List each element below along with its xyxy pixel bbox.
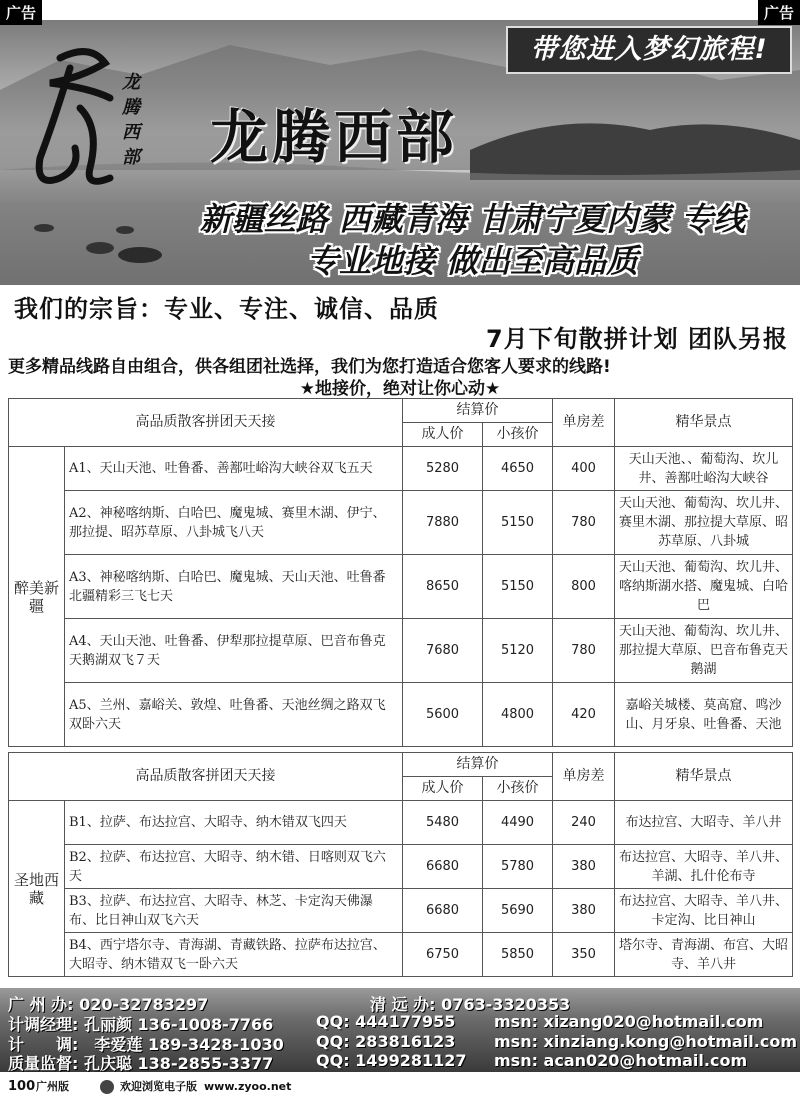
website-link[interactable]: www.zyoo.net — [204, 1080, 292, 1093]
highlights-cell: 天山天池、葡萄沟、坎儿井、那拉提大草原、巴音布鲁克天鹅湖 — [615, 619, 793, 683]
region-label: 醉美新疆 — [9, 447, 65, 747]
tibet-price-table — [8, 752, 793, 977]
child-price: 5120 — [483, 619, 553, 683]
adult-price: 6680 — [403, 845, 483, 889]
table-row — [9, 933, 793, 977]
ad-label-right: 广告 — [758, 0, 800, 25]
child-price: 5150 — [483, 491, 553, 555]
adult-price: 6750 — [403, 933, 483, 977]
edition-label: 广州版 — [36, 1080, 69, 1093]
route-cell: B4、西宁塔尔寺、青海湖、青藏铁路、拉萨布达拉宫、大昭寺、纳木错双飞一卧六天 — [65, 933, 403, 977]
highlights-cell: 布达拉宫、大昭寺、羊八井、卡定沟、比日神山 — [615, 889, 793, 933]
intro-text: 更多精品线路自由组合，供各组团社选择，我们为您打造适合您客人要求的线路! — [8, 357, 611, 377]
table-row — [9, 845, 793, 889]
publisher-logo-icon — [100, 1080, 114, 1094]
single-supplement: 380 — [553, 845, 615, 889]
highlights-cell: 嘉峪关城楼、莫高窟、鸣沙山、月牙泉、吐鲁番、天池 — [615, 683, 793, 747]
adult-price: 8650 — [403, 555, 483, 619]
company-tenet: 我们的宗旨：专业、专注、诚信、品质 — [14, 295, 439, 323]
slogan-box: 带您进入梦幻旅程! — [506, 26, 792, 74]
table-row — [9, 555, 793, 619]
route-line-1: 新疆丝路 西藏青海 甘肃宁夏内蒙 专线 — [199, 200, 746, 238]
child-price: 5850 — [483, 933, 553, 977]
route-headline — [150, 198, 795, 282]
highlights-cell: 天山天池、、葡萄沟、坎儿井、善鄯吐峪沟大峡谷 — [615, 447, 793, 491]
col-header-settle: 结算价 — [403, 399, 553, 423]
col-header-highlights: 精华景点 — [615, 399, 793, 447]
qa-contact: 质量监督: 孔庆聪 138-2855-3377 — [8, 1054, 274, 1073]
planner-qq: QQ: 283816123 — [316, 1032, 456, 1051]
route-cell: A5、兰州、嘉峪关、敦煌、吐鲁番、天池丝绸之路双飞双卧六天 — [65, 683, 403, 747]
col-header-product: 高品质散客拼团天天接 — [9, 399, 403, 447]
table-row — [9, 447, 793, 491]
col-header-child: 小孩价 — [483, 777, 553, 801]
xinjiang-price-table — [8, 398, 793, 747]
route-cell: B1、拉萨、布达拉宫、大昭寺、纳木错双飞四天 — [65, 801, 403, 845]
child-price: 4800 — [483, 683, 553, 747]
planner-contact: 计 调: 李爱莲 189-3428-1030 — [8, 1035, 284, 1054]
single-supplement: 400 — [553, 447, 615, 491]
logo-vertical-text: 龙 腾 西 部 — [122, 72, 140, 168]
schedule-plan: 7月下旬散拼计划 团队另报 — [485, 325, 788, 353]
child-price: 5150 — [483, 555, 553, 619]
adult-price: 5600 — [403, 683, 483, 747]
highlights-cell: 天山天池、葡萄沟、坎儿井、喀纳斯湖水搭、魔鬼城、白哈巴 — [615, 555, 793, 619]
highlights-cell: 天山天池、葡萄沟、坎儿井、赛里木湖、那拉提大草原、昭苏草原、八卦城 — [615, 491, 793, 555]
single-supplement: 780 — [553, 619, 615, 683]
guangzhou-office-phone: 广 州 办: 020-32783297 — [8, 995, 209, 1014]
price-promise: ★地接价，绝对让你心动★ — [299, 379, 501, 399]
table-row — [9, 491, 793, 555]
route-cell: B2、拉萨、布达拉宫、大昭寺、纳木错、日喀则双飞六天 — [65, 845, 403, 889]
highlights-cell: 布达拉宫、大昭寺、羊八井、羊湖、扎什伦布寺 — [615, 845, 793, 889]
contact-panel — [0, 988, 800, 1072]
highlights-cell: 布达拉宫、大昭寺、羊八井 — [615, 801, 793, 845]
table-row — [9, 889, 793, 933]
adult-price: 5480 — [403, 801, 483, 845]
single-supplement: 240 — [553, 801, 615, 845]
adult-price: 7680 — [403, 619, 483, 683]
route-line-2: 专业地接 做出至高品质 — [306, 242, 639, 280]
qa-msn: msn: acan020@hotmail.com — [494, 1051, 748, 1070]
table-row — [9, 801, 793, 845]
single-supplement: 780 — [553, 491, 615, 555]
single-supplement: 380 — [553, 889, 615, 933]
col-header-product: 高品质散客拼团天天接 — [9, 753, 403, 801]
manager-qq: QQ: 444177955 — [316, 1012, 456, 1031]
browse-text: 欢迎浏览电子版 — [120, 1080, 197, 1093]
adult-price: 6680 — [403, 889, 483, 933]
child-price: 5690 — [483, 889, 553, 933]
single-supplement: 800 — [553, 555, 615, 619]
brand-title: 龙腾西部 — [210, 103, 459, 171]
route-cell: A3、神秘喀纳斯、白哈巴、魔鬼城、天山天池、吐鲁番北疆精彩三飞七天 — [65, 555, 403, 619]
route-cell: A4、天山天池、吐鲁番、伊犁那拉提草原、巴音布鲁克天鹅湖双飞７天 — [65, 619, 403, 683]
adult-price: 5280 — [403, 447, 483, 491]
child-price: 4650 — [483, 447, 553, 491]
ad-label-left: 广告 — [0, 0, 42, 25]
col-header-single: 单房差 — [553, 399, 615, 447]
manager-contact: 计调经理: 孔丽颜 136-1008-7766 — [8, 1015, 274, 1034]
table-row — [9, 683, 793, 747]
table-row — [9, 619, 793, 683]
adult-price: 7880 — [403, 491, 483, 555]
col-header-adult: 成人价 — [403, 777, 483, 801]
region-label: 圣地西藏 — [9, 801, 65, 977]
col-header-highlights: 精华景点 — [615, 753, 793, 801]
highlights-cell: 塔尔寺、青海湖、布宫、大昭寺、羊八井 — [615, 933, 793, 977]
child-price: 5780 — [483, 845, 553, 889]
page-number: 100 — [8, 1079, 36, 1094]
col-header-settle: 结算价 — [403, 753, 553, 777]
route-cell: B3、拉萨、布达拉宫、大昭寺、林芝、卡定沟天佛瀑布、比日神山双飞六天 — [65, 889, 403, 933]
route-cell: A1、天山天池、吐鲁番、善鄯吐峪沟大峡谷双飞五天 — [65, 447, 403, 491]
child-price: 4490 — [483, 801, 553, 845]
single-supplement: 420 — [553, 683, 615, 747]
banner — [0, 20, 800, 285]
col-header-single: 单房差 — [553, 753, 615, 801]
planner-msn: msn: xinziang.kong@hotmail.com — [494, 1032, 798, 1051]
single-supplement: 350 — [553, 933, 615, 977]
manager-msn: msn: xizang020@hotmail.com — [494, 1012, 764, 1031]
qingyuan-office-phone: 清 远 办: 0763-3320353 — [370, 995, 571, 1014]
route-cell: A2、神秘喀纳斯、白哈巴、魔鬼城、赛里木湖、伊宁、那拉提、昭苏草原、八卦城飞八天 — [65, 491, 403, 555]
col-header-child: 小孩价 — [483, 423, 553, 447]
qa-qq: QQ: 1499281127 — [316, 1051, 467, 1070]
page-footer — [0, 1074, 800, 1100]
col-header-adult: 成人价 — [403, 423, 483, 447]
calligraphy-logo-icon — [20, 38, 130, 198]
